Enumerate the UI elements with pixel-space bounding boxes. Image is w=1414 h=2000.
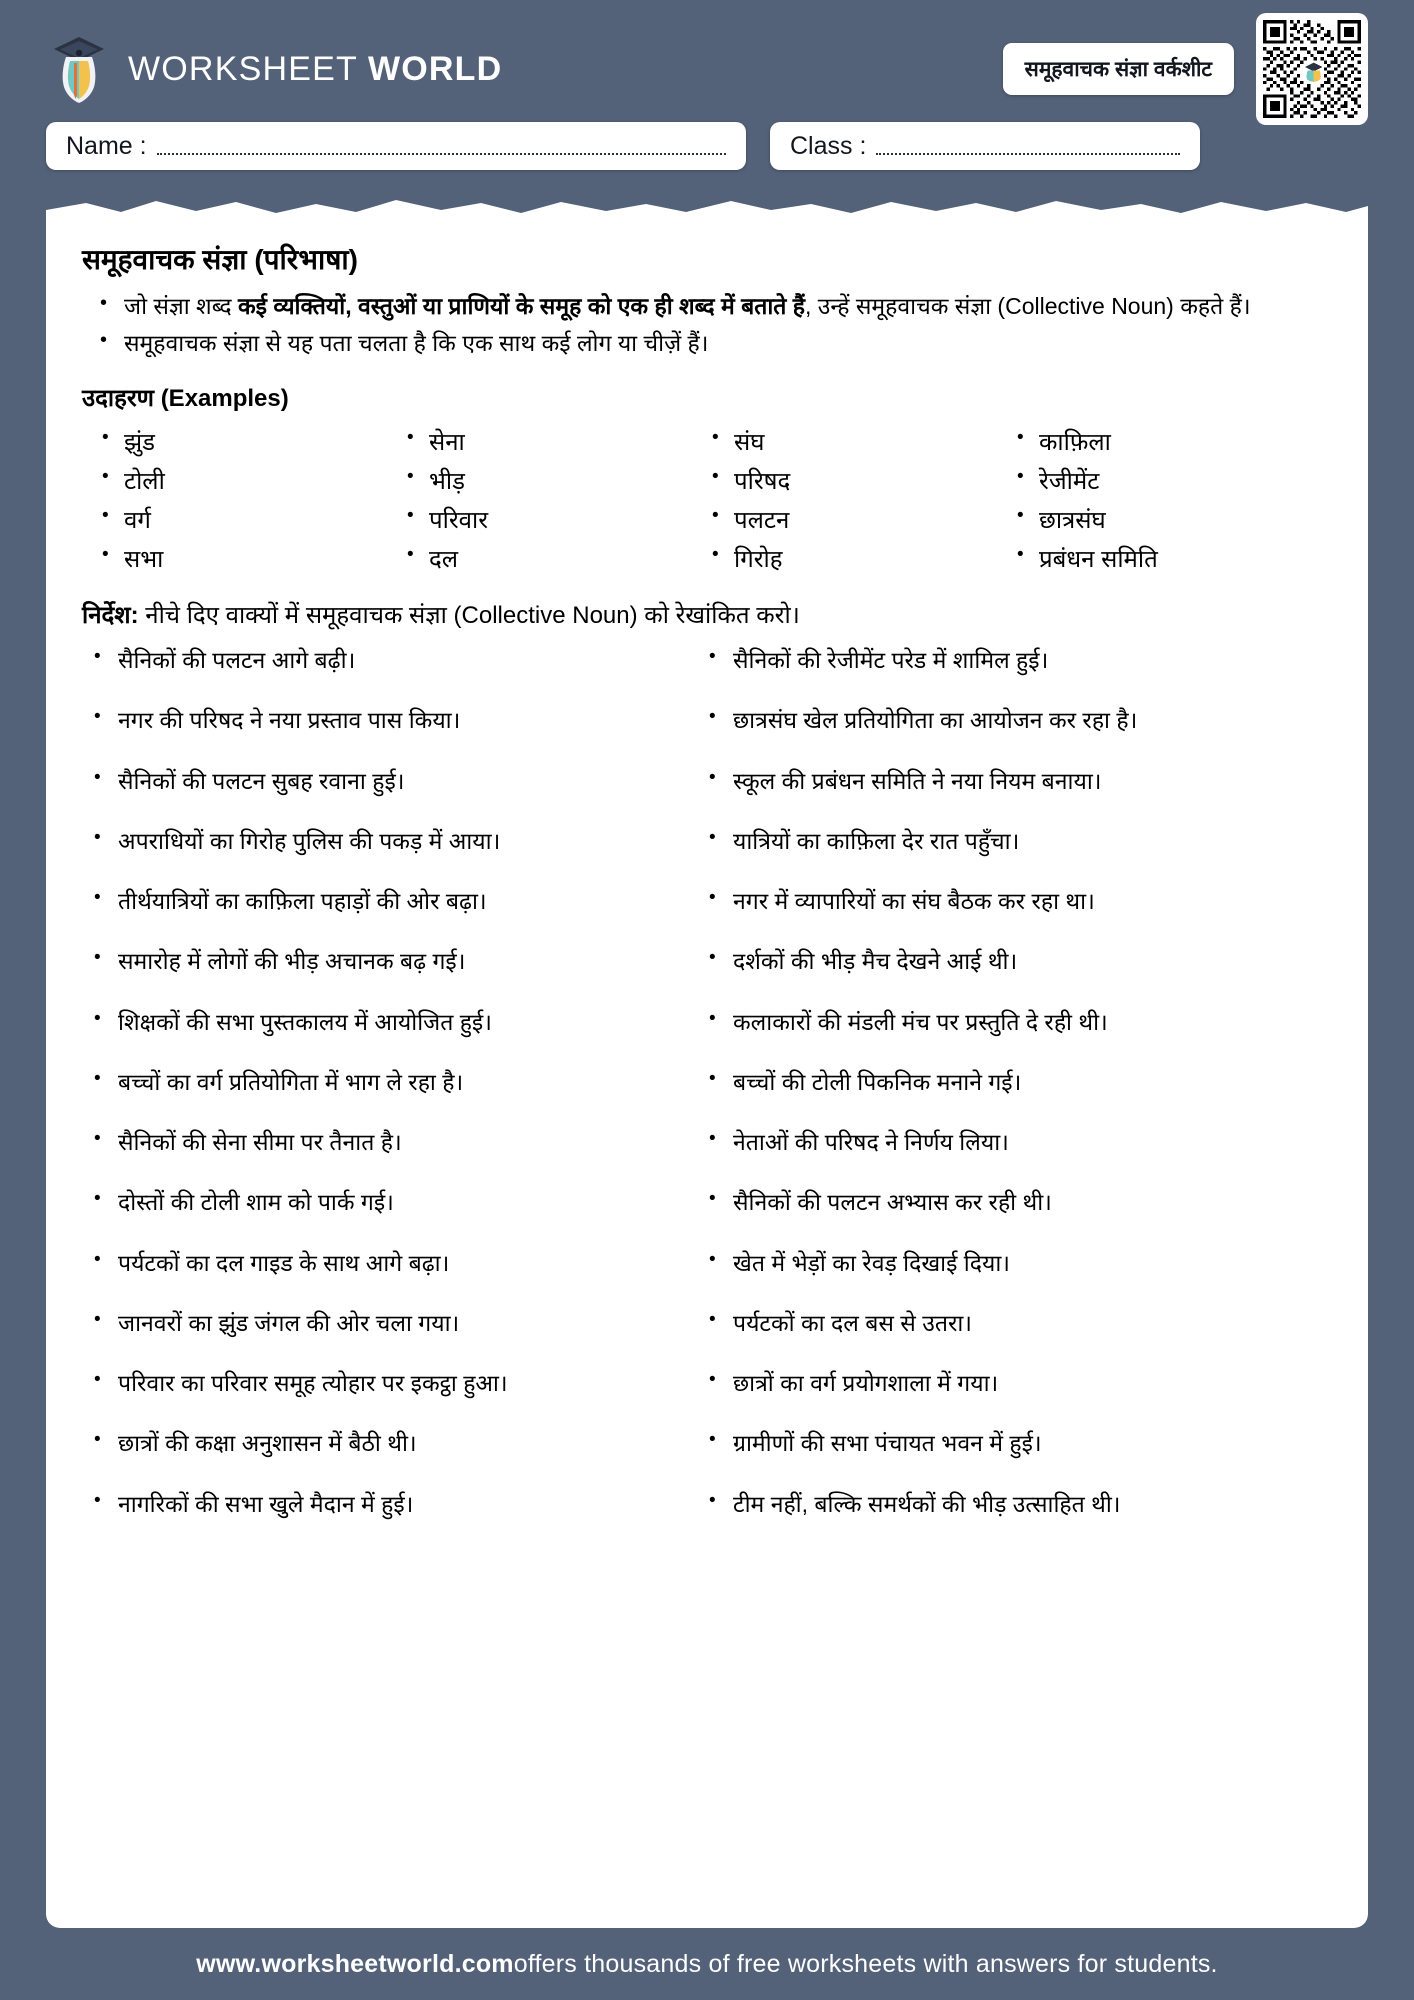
- name-label: Name :: [66, 131, 147, 160]
- definition-bullet-2: [124, 327, 1334, 360]
- example-word: • भीड़: [429, 463, 724, 502]
- example-word: • झुंड: [124, 424, 419, 463]
- page-footer: [0, 1928, 1414, 2000]
- definition-bold-1: कई व्यक्तियों, वस्तुओं या प्राणियों के समूह को एक ही शब्द में बताते हैं: [237, 293, 806, 319]
- example-word: • गिरोह: [734, 541, 1029, 580]
- student-fields: [46, 122, 1368, 170]
- exercise-item[interactable]: • ग्रामीणों की सभा पंचायत भवन में हुई।: [733, 1429, 1334, 1458]
- exercise-item[interactable]: • नगर में व्यापारियों का संघ बैठक कर रहा था।: [733, 887, 1334, 916]
- exercise-item[interactable]: • सैनिकों की सेना सीमा पर तैनात है।: [118, 1128, 719, 1157]
- examples-grid: [80, 424, 1334, 580]
- torn-paper-edge: [46, 196, 1368, 222]
- example-word: • दल: [429, 541, 724, 580]
- class-field[interactable]: [770, 122, 1200, 170]
- instruction-label: निर्देश:: [82, 601, 139, 629]
- example-word: • परिवार: [429, 502, 724, 541]
- worksheet-world-logo-icon: [46, 33, 112, 105]
- exercise-item[interactable]: • बच्चों का वर्ग प्रतियोगिता में भाग ले रहा है।: [118, 1068, 719, 1097]
- brand-title-second: WORLD: [367, 49, 503, 88]
- exercise-item[interactable]: • नेताओं की परिषद ने निर्णय लिया।: [733, 1128, 1334, 1157]
- exercise-item[interactable]: • छात्रों का वर्ग प्रयोगशाला में गया।: [733, 1369, 1334, 1398]
- brand-title-first: WORKSHEET: [128, 49, 358, 88]
- exercise-item[interactable]: • टीम नहीं, बल्कि समर्थकों की भीड़ उत्साहित थी।: [733, 1490, 1334, 1519]
- definition-bullet-1: [124, 290, 1334, 323]
- examples-column-2: [429, 424, 724, 580]
- exercise-left-column: [118, 646, 719, 1550]
- example-word: • प्रबंधन समिति: [1039, 541, 1334, 580]
- class-label: Class :: [790, 131, 867, 160]
- exercise-instruction: [82, 600, 1334, 632]
- example-word: • छात्रसंघ: [1039, 502, 1334, 541]
- exercise-item[interactable]: • सैनिकों की रेजीमेंट परेड में शामिल हुई।: [733, 646, 1334, 675]
- header-top-row: [46, 30, 1368, 108]
- definition-heading: समूहवाचक संज्ञा (परिभाषा): [82, 244, 358, 275]
- examples-column-4: [1039, 424, 1334, 580]
- definition-lead-1: जो संज्ञा शब्द: [124, 293, 238, 319]
- name-field[interactable]: [46, 122, 746, 170]
- exercise-item[interactable]: • तीर्थयात्रियों का काफ़िला पहाड़ों की ओर बढ़ा।: [118, 887, 719, 916]
- exercise-item[interactable]: • जानवरों का झुंड जंगल की ओर चला गया।: [118, 1309, 719, 1338]
- brand-title: [128, 50, 502, 89]
- exercise-item[interactable]: • स्कूल की प्रबंधन समिति ने नया नियम बनाया।: [733, 767, 1334, 796]
- example-word: • सभा: [124, 541, 419, 580]
- examples-column-3: [734, 424, 1029, 580]
- definition-tail-1: , उन्हें समूहवाचक संज्ञा (Collective Noun) कहते हैं।: [805, 293, 1251, 319]
- exercise-item[interactable]: • पर्यटकों का दल बस से उतरा।: [733, 1309, 1334, 1338]
- worksheet-body: [46, 196, 1368, 1928]
- example-word: • संघ: [734, 424, 1029, 463]
- exercise-item[interactable]: • अपराधियों का गिरोह पुलिस की पकड़ में आया।: [118, 827, 719, 856]
- example-word: • सेना: [429, 424, 724, 463]
- exercise-item[interactable]: • पर्यटकों का दल गाइड के साथ आगे बढ़ा।: [118, 1249, 719, 1278]
- footer-site-link[interactable]: www.worksheetworld.com: [196, 1949, 514, 1978]
- exercise-item[interactable]: • छात्रसंघ खेल प्रतियोगिता का आयोजन कर रहा है।: [733, 706, 1334, 735]
- exercise-item[interactable]: • शिक्षकों की सभा पुस्तकालय में आयोजित हुई।: [118, 1008, 719, 1037]
- exercise-item[interactable]: • दर्शकों की भीड़ मैच देखने आई थी।: [733, 947, 1334, 976]
- exercise-item[interactable]: • सैनिकों की पलटन आगे बढ़ी।: [118, 646, 719, 675]
- qr-code[interactable]: [1256, 13, 1368, 125]
- instruction-text: नीचे दिए वाक्यों में समूहवाचक संज्ञा (Collective Noun) को रेखांकित करो।: [138, 601, 800, 629]
- example-word: • रेजीमेंट: [1039, 463, 1334, 502]
- exercise-item[interactable]: • नागरिकों की सभा खुले मैदान में हुई।: [118, 1490, 719, 1519]
- examples-heading: उदाहरण (Examples): [82, 385, 289, 413]
- class-input-line[interactable]: [876, 152, 1180, 155]
- exercise-item[interactable]: • कलाकारों की मंडली मंच पर प्रस्तुति दे रही थी।: [733, 1008, 1334, 1037]
- example-word: • काफ़िला: [1039, 424, 1334, 463]
- example-word: • टोली: [124, 463, 419, 502]
- brand-logo-area: [46, 33, 502, 105]
- exercise-right-column: [733, 646, 1334, 1550]
- example-word: • परिषद: [734, 463, 1029, 502]
- exercise-item[interactable]: • परिवार का परिवार समूह त्योहार पर इकट्ठा हुआ।: [118, 1369, 719, 1398]
- page-header: [0, 0, 1414, 196]
- definition-lead-2: समूहवाचक संज्ञा से यह पता चलता है कि एक साथ कई लोग या चीज़ें हैं।: [124, 329, 709, 356]
- example-word: • पलटन: [734, 502, 1029, 541]
- exercise-item[interactable]: • छात्रों की कक्षा अनुशासन में बैठी थी।: [118, 1429, 719, 1458]
- exercise-columns: [80, 646, 1334, 1550]
- definition-list: [80, 290, 1334, 359]
- exercise-item[interactable]: • सैनिकों की पलटन सुबह रवाना हुई।: [118, 767, 719, 796]
- worksheet-title-badge: समूहवाचक संज्ञा वर्कशीट: [1003, 43, 1234, 95]
- example-word: • वर्ग: [124, 502, 419, 541]
- examples-column-1: [124, 424, 419, 580]
- name-input-line[interactable]: [157, 152, 726, 155]
- exercise-item[interactable]: • दोस्तों की टोली शाम को पार्क गई।: [118, 1188, 719, 1217]
- exercise-item[interactable]: • खेत में भेड़ों का रेवड़ दिखाई दिया।: [733, 1249, 1334, 1278]
- exercise-item[interactable]: • नगर की परिषद ने नया प्रस्ताव पास किया।: [118, 706, 719, 735]
- exercise-item[interactable]: • सैनिकों की पलटन अभ्यास कर रही थी।: [733, 1188, 1334, 1217]
- exercise-item[interactable]: • बच्चों की टोली पिकनिक मनाने गई।: [733, 1068, 1334, 1097]
- footer-tagline: offers thousands of free worksheets with answers for students.: [513, 1949, 1218, 1978]
- exercise-item[interactable]: • समारोह में लोगों की भीड़ अचानक बढ़ गई।: [118, 947, 719, 976]
- exercise-item[interactable]: • यात्रियों का काफ़िला देर रात पहुँचा।: [733, 827, 1334, 856]
